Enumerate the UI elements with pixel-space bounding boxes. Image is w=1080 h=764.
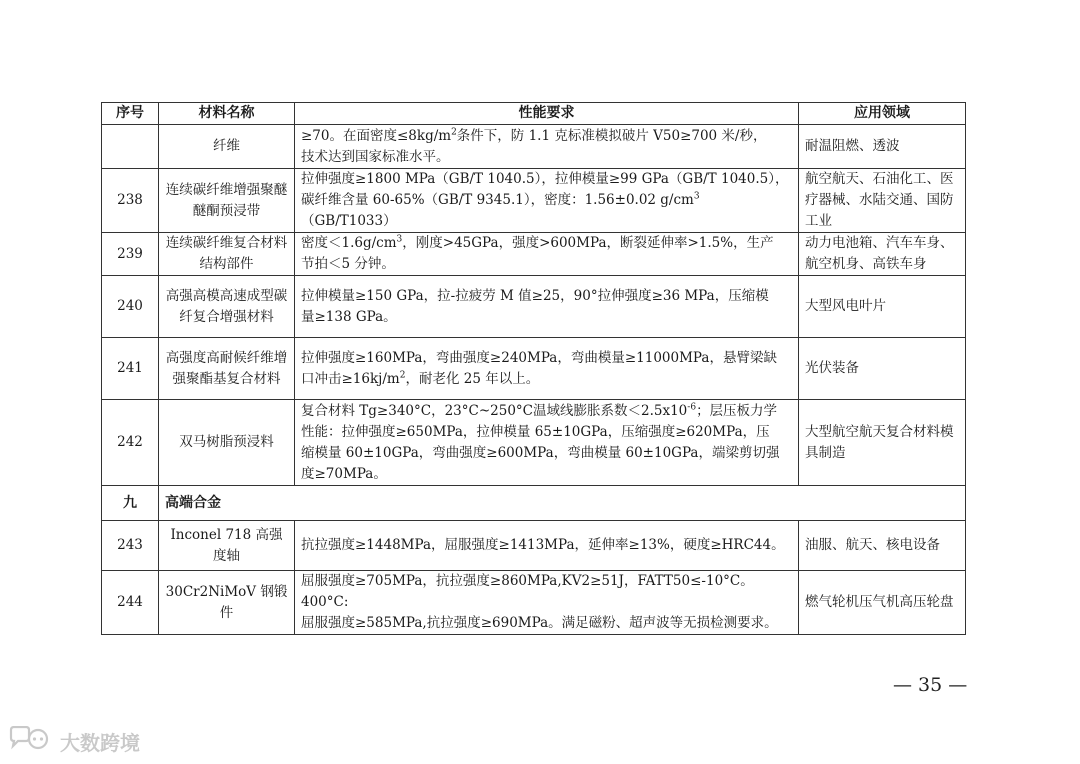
row-number: 240 [102, 276, 159, 338]
chat-bubbles-logo-icon [8, 726, 54, 756]
table-row [102, 276, 966, 338]
superscript: 3 [396, 234, 403, 245]
section-title: 高端合金 [159, 486, 966, 521]
performance-text: 量≥138 GPa。 [301, 308, 397, 325]
application-field: 燃气轮机压气机高压轮盘 [799, 571, 966, 635]
watermark [8, 726, 140, 756]
performance-requirement [295, 571, 799, 635]
material-name: 双马树脂预浸料 [159, 400, 295, 486]
material-name: Inconel 718 高强度轴 [159, 521, 295, 571]
row-number: 241 [102, 338, 159, 400]
performance-requirement [295, 276, 799, 338]
row-number [102, 125, 159, 169]
row-number: 244 [102, 571, 159, 635]
performance-requirement [295, 400, 799, 486]
material-name: 高强高模高速成型碳纤复合增强材料 [159, 276, 295, 338]
performance-text: 密度＜1.6g/cm [301, 235, 397, 251]
performance-text: 拉伸模量≥150 GPa，拉-拉疲劳 M 值≥25，90°拉伸强度≥36 MPa，压缩模 [301, 287, 769, 304]
application-field: 油服、航天、核电设备 [799, 521, 966, 571]
performance-line [301, 401, 792, 422]
performance-line [301, 571, 792, 613]
material-name: 30Cr2NiMoV 钢锻件 [159, 571, 295, 635]
application-field: 大型风电叶片 [799, 276, 966, 338]
application-field: 耐温阻燃、透波 [799, 125, 966, 169]
table-row [102, 125, 966, 169]
table-row [102, 169, 966, 233]
performance-text: 碳纤维含量 60-65%（GB/T 9345.1），密度：1.56±0.02 g/cm [301, 192, 694, 208]
application-field: 动力电池箱、汽车车身、航空机身、高铁车身 [799, 233, 966, 276]
performance-text: 缩模量 60±10GPa，弯曲强度≥600MPa，弯曲模量 60±10GPa，端梁剪切强 [301, 444, 780, 461]
performance-text-tail: ，刚度>45GPa，强度>600MPa，断裂延伸率>1.5%，生产 [402, 235, 774, 251]
performance-requirement [295, 233, 799, 276]
performance-line [301, 126, 792, 147]
superscript: 2 [399, 370, 406, 380]
material-name: 连续碳纤维复合材料结构部件 [159, 233, 295, 276]
performance-requirement [295, 169, 799, 233]
table-row [102, 400, 966, 486]
performance-line [301, 443, 792, 464]
performance-text: 屈服强度≥585MPa,抗拉强度≥690MPa。满足磁粉、超声波等无损检测要求。 [301, 615, 778, 631]
performance-line [301, 369, 792, 390]
performance-line [301, 233, 792, 254]
table-header-row [102, 103, 966, 125]
application-field: 航空航天、石油化工、医疗器械、水陆交通、国防工业 [799, 169, 966, 233]
performance-text: 性能：拉伸强度≥650MPa，拉伸模量 65±10GPa，压缩强度≥620MPa，压 [301, 423, 770, 440]
performance-line [301, 190, 792, 232]
page-number: — 35 — [893, 674, 968, 696]
superscript: 2 [451, 127, 457, 137]
performance-text: ≥70。在面密度≤8kg/m [301, 127, 452, 144]
performance-line [301, 307, 792, 328]
performance-text-tail: 条件下，防 1.1 克标准模拟破片 V50≥700 米/秒， [456, 127, 767, 144]
performance-line [301, 286, 792, 307]
performance-text: 口冲击≥16kj/m [301, 370, 400, 387]
row-number: 243 [102, 521, 159, 571]
application-field: 大型航空航天复合材料模具制造 [799, 400, 966, 486]
material-name: 连续碳纤维增强聚醚醚酮预浸带 [159, 169, 295, 233]
performance-line [301, 169, 792, 190]
performance-text: 抗拉强度≥1448MPa，屈服强度≥1413MPa，延伸率≥13%，硬度≥HRC44。 [301, 537, 785, 553]
performance-line [301, 254, 792, 275]
application-field: 光伏装备 [799, 338, 966, 400]
header-name: 材料名称 [159, 103, 295, 125]
performance-line [301, 422, 792, 443]
header-no: 序号 [102, 103, 159, 125]
section-row [102, 486, 966, 521]
performance-text: 技术达到国家标准水平。 [301, 148, 450, 165]
row-number: 239 [102, 233, 159, 276]
table-row [102, 233, 966, 276]
material-name: 纤维 [159, 125, 295, 169]
superscript: -6 [687, 402, 697, 412]
performance-line [301, 535, 792, 556]
performance-text: 屈服强度≥705MPa，抗拉强度≥860MPa,KV2≥51J，FATT50≤-10°C。400°C: [301, 573, 754, 610]
performance-text: 度≥70MPa。 [301, 465, 387, 482]
performance-text: 拉伸强度≥1800 MPa（GB/T 1040.5），拉伸模量≥99 GPa（GB/T 1040.5）， [301, 171, 789, 187]
performance-line [301, 464, 792, 485]
header-performance: 性能要求 [295, 103, 799, 125]
spec-table [101, 102, 966, 635]
material-name: 高强度高耐候纤维增强聚酯基复合材料 [159, 338, 295, 400]
performance-text: 节拍＜5 分钟。 [301, 256, 395, 272]
performance-requirement [295, 125, 799, 169]
performance-line [301, 613, 792, 634]
performance-text-tail: ，耐老化 25 年以上。 [405, 370, 540, 387]
performance-text-tail: （GB/T1033） [301, 213, 397, 229]
performance-text: 拉伸强度≥160MPa，弯曲强度≥240MPa，弯曲模量≥11000MPa，悬臂梁缺 [301, 349, 777, 366]
performance-line [301, 348, 792, 369]
header-application: 应用领域 [799, 103, 966, 125]
superscript: 3 [693, 191, 700, 202]
table-row [102, 521, 966, 571]
performance-text: 复合材料 Tg≥340°C，23°C~250°C温域线膨胀系数＜2.5x10 [301, 402, 688, 419]
table-row [102, 571, 966, 635]
table-row [102, 338, 966, 400]
row-number: 238 [102, 169, 159, 233]
performance-requirement [295, 521, 799, 571]
section-number: 九 [102, 486, 159, 521]
watermark-text: 大数跨境 [60, 730, 140, 755]
row-number: 242 [102, 400, 159, 486]
performance-requirement [295, 338, 799, 400]
performance-text-tail: ；层压板力学 [696, 402, 778, 419]
performance-line [301, 147, 792, 168]
